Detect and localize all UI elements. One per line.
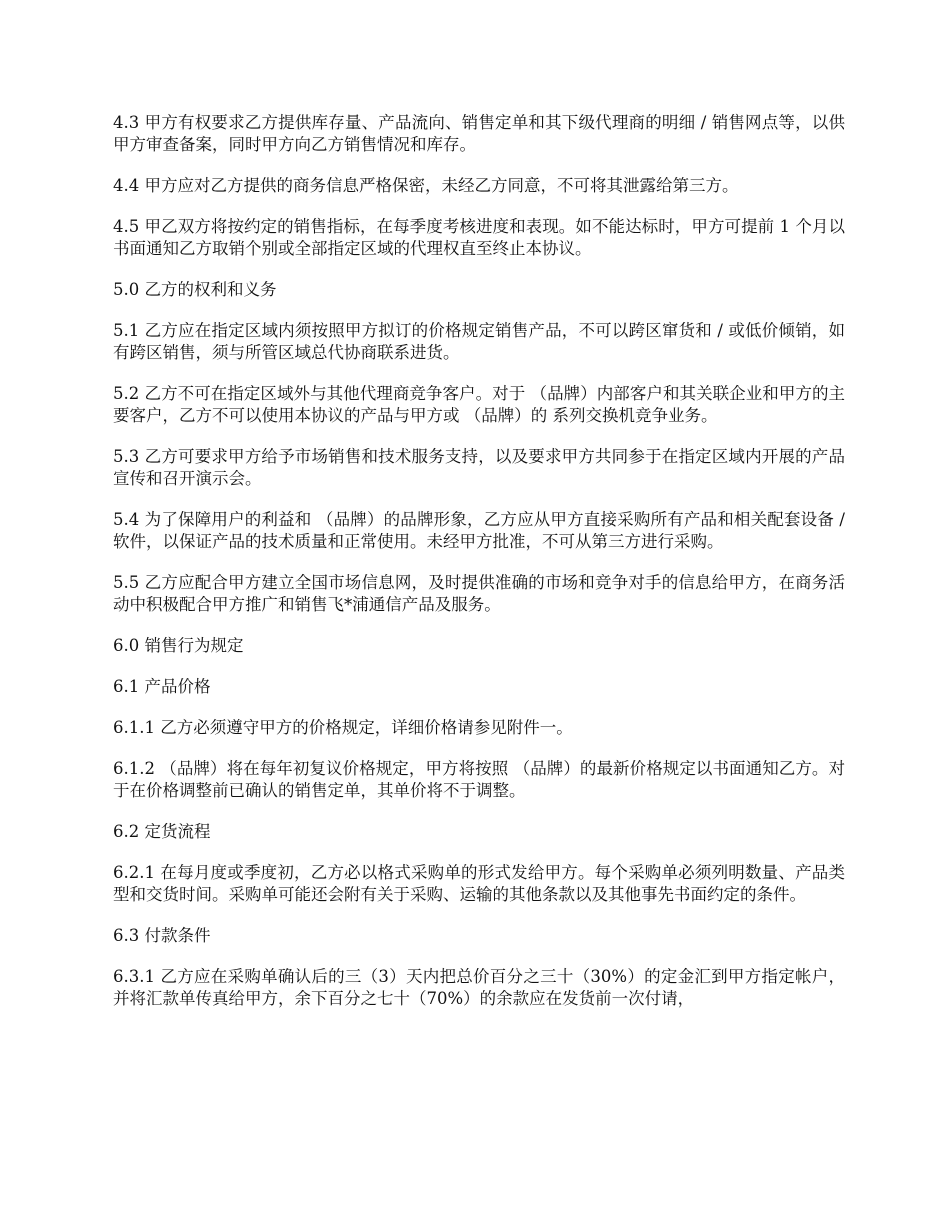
section-5-0-heading: 5.0 乙方的权利和义务 bbox=[113, 280, 277, 299]
section-6-1-heading: 6.1 产品价格 bbox=[113, 677, 211, 696]
clause-4-3: 4.3 甲方有权要求乙方提供库存量、产品流向、销售定单和其下级代理商的明细 / 销售网点等，以供甲方审查备案，同时甲方向乙方销售情况和库存。 bbox=[113, 113, 845, 154]
clause-6-1-1: 6.1.1 乙方必须遵守甲方的价格规定，详细价格请参见附件一。 bbox=[113, 718, 573, 737]
clause-5-2: 5.2 乙方不可在指定区域外与其他代理商竞争客户。对于 （品牌）内部客户和其关联企业和甲方的主要客户，乙方不可以使用本协议的产品与甲方或 （品牌）的 系列交换机竞争业务。 bbox=[113, 384, 845, 425]
clause-5-3: 5.3 乙方可要求甲方给予市场销售和技术服务支持，以及要求甲方共同参于在指定区域内开展的产品宣传和召开演示会。 bbox=[113, 447, 845, 488]
section-6-0-heading: 6.0 销售行为规定 bbox=[113, 636, 244, 655]
section-6-3-heading: 6.3 付款条件 bbox=[113, 926, 211, 945]
clause-6-3-1: 6.3.1 乙方应在采购单确认后的三（3）天内把总价百分之三十（30%）的定金汇到甲方指定帐户，并将汇款单传真给甲方，余下百分之七十（70%）的余款应在发货前一次付请， bbox=[113, 967, 845, 1008]
clause-5-1: 5.1 乙方应在指定区域内须按照甲方拟订的价格规定销售产品，不可以跨区窜货和 / 或低价倾销，如有跨区销售，须与所管区域总代协商联系进货。 bbox=[113, 321, 845, 362]
section-6-2-heading: 6.2 定货流程 bbox=[113, 822, 211, 841]
clause-6-1-2: 6.1.2 （品牌）将在每年初复议价格规定，甲方将按照 （品牌）的最新价格规定以书面通知乙方。对于在价格调整前已确认的销售定单，其单价将不于调整。 bbox=[113, 759, 845, 800]
clause-4-4: 4.4 甲方应对乙方提供的商务信息严格保密，未经乙方同意，不可将其泄露给第三方。 bbox=[113, 176, 739, 195]
document-body bbox=[113, 112, 845, 1029]
clause-5-5: 5.5 乙方应配合甲方建立全国市场信息网，及时提供准确的市场和竞争对手的信息给甲方，在商务活动中积极配合甲方推广和销售飞*浦通信产品及服务。 bbox=[113, 573, 845, 614]
clause-4-5: 4.5 甲乙双方将按约定的销售指标，在每季度考核进度和表现。如不能达标时，甲方可提前 1 个月以书面通知乙方取销个别或全部指定区域的代理权直至终止本协议。 bbox=[113, 217, 845, 258]
clause-6-2-1: 6.2.1 在每月度或季度初，乙方必以格式采购单的形式发给甲方。每个采购单必须列明数量、产品类型和交货时间。采购单可能还会附有关于采购、运输的其他条款以及其他事先书面约定的条件。 bbox=[113, 863, 845, 904]
clause-5-4: 5.4 为了保障用户的利益和 （品牌）的品牌形象，乙方应从甲方直接采购所有产品和相关配套设备 / 软件，以保证产品的技术质量和正常使用。未经甲方批准，不可从第三方进行采购。 bbox=[113, 510, 845, 551]
